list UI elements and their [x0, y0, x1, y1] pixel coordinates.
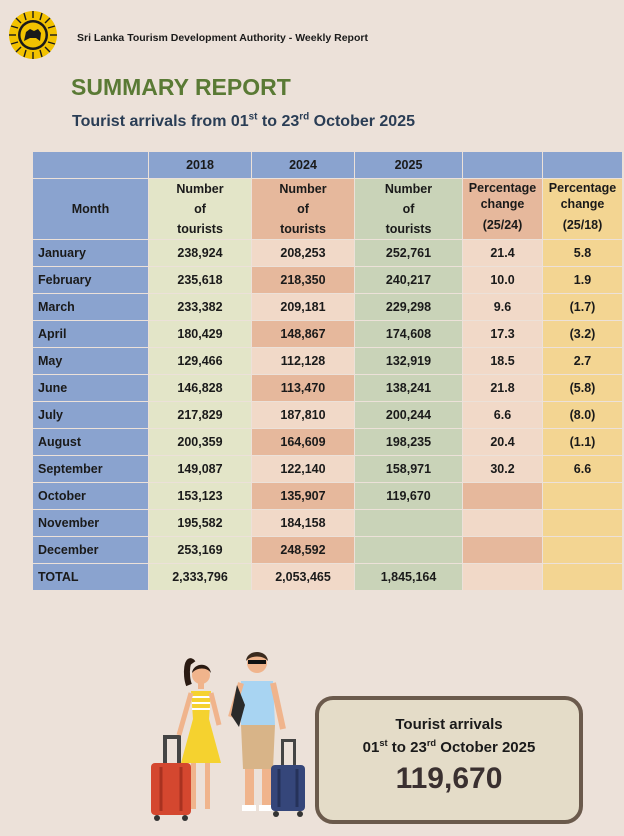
value-2025-cell: 132,919 [355, 348, 463, 375]
value-2025-cell: 200,244 [355, 402, 463, 429]
pct-25-24-cell [463, 537, 543, 564]
pct-25-24-cell: 21.8 [463, 375, 543, 402]
value-2018-cell: 180,429 [149, 321, 252, 348]
count-header-2018: Number of tourists [149, 179, 252, 240]
total-label: TOTAL [33, 564, 149, 591]
pct-25-18-cell: 5.8 [543, 240, 623, 267]
month-cell: April [33, 321, 149, 348]
month-cell: July [33, 402, 149, 429]
table-row [33, 375, 623, 402]
value-2025-cell [355, 510, 463, 537]
total-2025: 1,845,164 [355, 564, 463, 591]
value-2018-cell: 153,123 [149, 483, 252, 510]
highlight-title: Tourist arrivals [395, 716, 503, 733]
month-cell: February [33, 267, 149, 294]
pct-25-24-cell: 20.4 [463, 429, 543, 456]
value-2018-cell: 233,382 [149, 294, 252, 321]
value-2018-cell: 238,924 [149, 240, 252, 267]
value-2018-cell: 200,359 [149, 429, 252, 456]
pct-header-25-18: Percentage change (25/18) [543, 179, 623, 240]
value-2024-cell: 187,810 [252, 402, 355, 429]
pct-25-24-cell [463, 483, 543, 510]
pct-25-18-cell: (1.1) [543, 429, 623, 456]
value-2025-cell: 229,298 [355, 294, 463, 321]
organization-header: Sri Lanka Tourism Development Authority - Weekly Report [77, 32, 368, 44]
value-2024-cell: 112,128 [252, 348, 355, 375]
total-2018: 2,333,796 [149, 564, 252, 591]
pct-25-24-cell: 17.3 [463, 321, 543, 348]
month-header: Month [33, 179, 149, 240]
table-row [33, 321, 623, 348]
total-2024: 2,053,465 [252, 564, 355, 591]
table-row [33, 537, 623, 564]
table-row [33, 456, 623, 483]
value-2018-cell: 195,582 [149, 510, 252, 537]
value-2025-cell [355, 537, 463, 564]
value-2024-cell: 148,867 [252, 321, 355, 348]
pct-25-18-cell: (8.0) [543, 402, 623, 429]
year-2024-header: 2024 [252, 152, 355, 179]
pct-25-18-cell [543, 483, 623, 510]
month-cell: May [33, 348, 149, 375]
summary-table [32, 151, 623, 591]
pct-25-24-cell: 30.2 [463, 456, 543, 483]
pct-25-18-cell: 2.7 [543, 348, 623, 375]
column-header-row [33, 179, 623, 240]
value-2024-cell: 218,350 [252, 267, 355, 294]
month-cell: December [33, 537, 149, 564]
month-cell: September [33, 456, 149, 483]
count-header-2025: Number of tourists [355, 179, 463, 240]
table-row [33, 294, 623, 321]
value-2018-cell: 235,618 [149, 267, 252, 294]
pct-25-24-cell [463, 510, 543, 537]
pct-25-18-cell: (5.8) [543, 375, 623, 402]
table-row [33, 429, 623, 456]
month-cell: June [33, 375, 149, 402]
lion-emblem-icon [8, 10, 58, 60]
value-2018-cell: 129,466 [149, 348, 252, 375]
total-row [33, 564, 623, 591]
pct-25-18-cell [543, 510, 623, 537]
value-2018-cell: 146,828 [149, 375, 252, 402]
value-2025-cell: 158,971 [355, 456, 463, 483]
value-2024-cell: 248,592 [252, 537, 355, 564]
year-header-row [33, 152, 623, 179]
value-2024-cell: 113,470 [252, 375, 355, 402]
month-cell: October [33, 483, 149, 510]
page-title: SUMMARY REPORT [71, 74, 291, 100]
pct-25-24-cell: 21.4 [463, 240, 543, 267]
value-2024-cell: 164,609 [252, 429, 355, 456]
page-subtitle: Tourist arrivals from 01st to 23rd October 2025 [72, 111, 415, 130]
value-2018-cell: 253,169 [149, 537, 252, 564]
pct-25-24-cell: 6.6 [463, 402, 543, 429]
table-row [33, 483, 623, 510]
table-row [33, 402, 623, 429]
month-cell: March [33, 294, 149, 321]
pct-25-18-cell: 6.6 [543, 456, 623, 483]
value-2024-cell: 208,253 [252, 240, 355, 267]
value-2025-cell: 174,608 [355, 321, 463, 348]
year-2018-header: 2018 [149, 152, 252, 179]
value-2018-cell: 217,829 [149, 402, 252, 429]
pct-25-24-cell: 9.6 [463, 294, 543, 321]
pct-25-24-cell: 10.0 [463, 267, 543, 294]
travelers-with-luggage-icon [145, 645, 315, 825]
table-row [33, 348, 623, 375]
highlight-value: 119,670 [395, 762, 503, 795]
value-2024-cell: 135,907 [252, 483, 355, 510]
pct-header-25-24: Percentage change (25/24) [463, 179, 543, 240]
pct-25-18-cell: (3.2) [543, 321, 623, 348]
value-2024-cell: 209,181 [252, 294, 355, 321]
value-2024-cell: 122,140 [252, 456, 355, 483]
value-2018-cell: 149,087 [149, 456, 252, 483]
value-2024-cell: 184,158 [252, 510, 355, 537]
pct-25-18-cell: (1.7) [543, 294, 623, 321]
pct-25-18-cell: 1.9 [543, 267, 623, 294]
highlight-period: 01st to 23rd October 2025 [362, 738, 536, 756]
value-2025-cell: 198,235 [355, 429, 463, 456]
month-cell: January [33, 240, 149, 267]
value-2025-cell: 138,241 [355, 375, 463, 402]
table-row [33, 510, 623, 537]
year-2025-header: 2025 [355, 152, 463, 179]
table-row [33, 267, 623, 294]
value-2025-cell: 240,217 [355, 267, 463, 294]
month-cell: November [33, 510, 149, 537]
value-2025-cell: 119,670 [355, 483, 463, 510]
pct-25-24-cell: 18.5 [463, 348, 543, 375]
count-header-2024: Number of tourists [252, 179, 355, 240]
table-row [33, 240, 623, 267]
value-2025-cell: 252,761 [355, 240, 463, 267]
month-cell: August [33, 429, 149, 456]
highlight-box [315, 696, 583, 824]
pct-25-18-cell [543, 537, 623, 564]
